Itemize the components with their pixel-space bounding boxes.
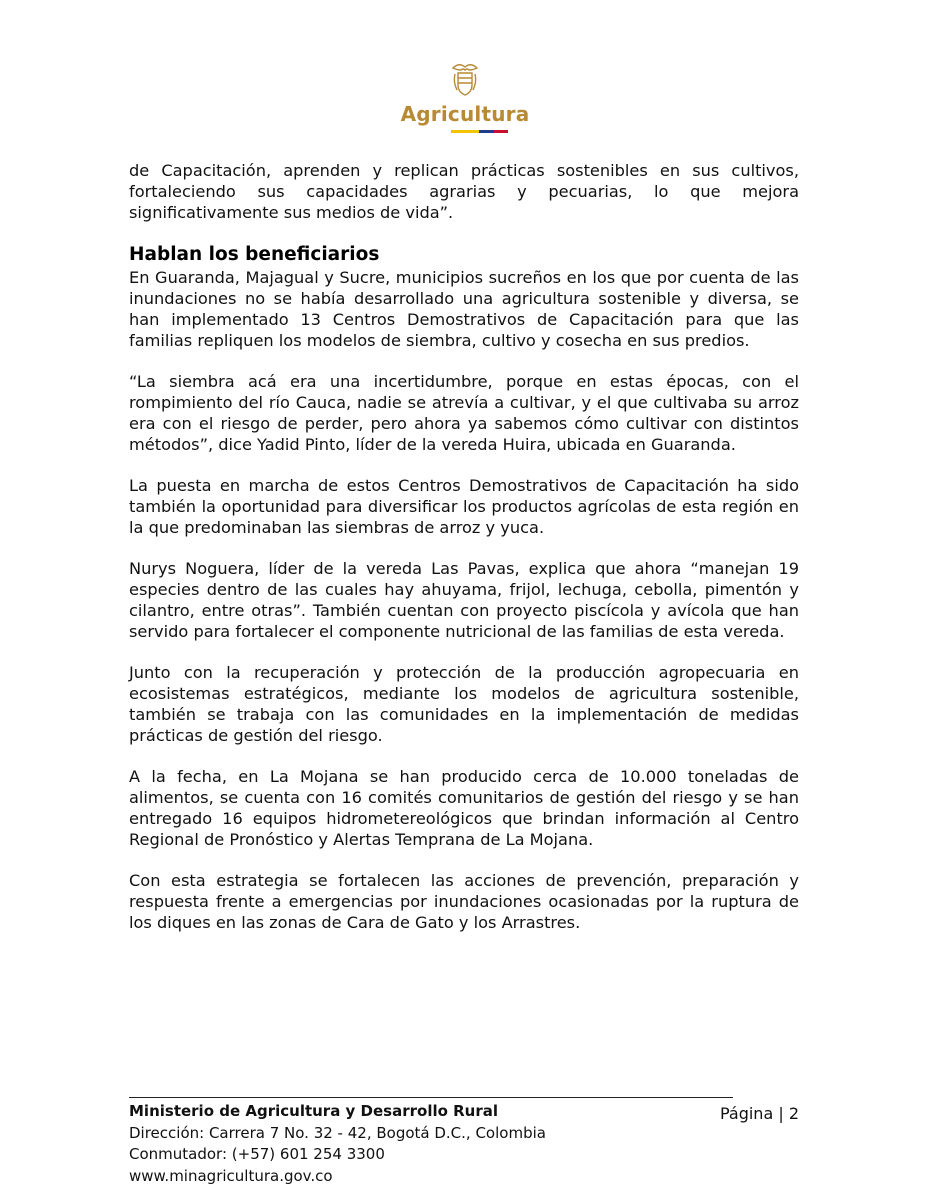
paragraph-intro: de Capacitación, aprenden y replican prácticas sostenibles en sus cultivos, fortaleciendo sus capacidades agrarias y pecuarias, lo que mejora significativamente sus medios de vida”. bbox=[129, 161, 799, 222]
footer bbox=[129, 1101, 799, 1187]
footer-phone: Conmutador: (+57) 601 254 3300 bbox=[129, 1145, 385, 1163]
flag-bar bbox=[451, 130, 508, 133]
page-number: Página | 2 bbox=[719, 1104, 799, 1123]
footer-divider bbox=[129, 1097, 733, 1098]
footer-address: Dirección: Carrera 7 No. 32 - 42, Bogotá D.C., Colombia bbox=[129, 1123, 546, 1142]
coat-of-arms-icon bbox=[445, 60, 485, 100]
paragraph-5: Junto con la recuperación y protección de la producción agropecuaria en ecosistemas estratégicos, mediante los modelos de agricultura sostenible, también se trabaja con las comunidades en la implementación de medidas prácticas de gestión del riesgo. bbox=[129, 663, 799, 745]
paragraph-2: “La siembra acá era una incertidumbre, porque en estas épocas, con el rompimiento del río Cauca, nadie se atrevía a cultivar, y el que cultivaba su arroz era con el riesgo de perder, pero ahora ya sabemos cómo cultivar con distintos métodos”, dice Yadid Pinto, líder de la vereda Huira, ubicada en Guaranda. bbox=[129, 372, 799, 454]
paragraph-1: En Guaranda, Majagual y Sucre, municipios sucreños en los que por cuenta de las inundaciones no se había desarrollado una agricultura sostenible y diversa, se han implementado 13 Centros Demostrativos de Capacitación para que las familias repliquen los modelos de siembra, cultivo y cosecha en sus predios. bbox=[129, 268, 799, 350]
logo-text: Agricultura bbox=[400, 102, 530, 126]
paragraph-7: Con esta estrategia se fortalecen las acciones de prevención, preparación y respuesta frente a emergencias por inundaciones ocasionadas por la ruptura de los diques en las zonas de Cara de Gato y los Arrastres. bbox=[129, 871, 799, 932]
footer-org: Ministerio de Agricultura y Desarrollo Rural bbox=[129, 1102, 499, 1120]
footer-web: www.minagricultura.gov.co bbox=[129, 1166, 333, 1185]
ministry-logo bbox=[400, 60, 530, 140]
paragraph-4: Nurys Noguera, líder de la vereda Las Pavas, explica que ahora “manejan 19 especies dentro de las cuales hay ahuyama, frijol, lechuga, cebolla, pimentón y cilantro, entre otras”. También cuentan con proyecto piscícola y avícola que han servido para fortalecer el componente nutricional de las familias de esta vereda. bbox=[129, 559, 799, 641]
paragraph-6: A la fecha, en La Mojana se han producido cerca de 10.000 toneladas de alimentos, se cuenta con 16 comités comunitarios de gestión del riesgo y se han entregado 16 equipos hidrometereológicos que brindan información al Centro Regional de Pronóstico y Alertas Temprana de La Mojana. bbox=[129, 767, 799, 849]
document-body bbox=[129, 160, 799, 953]
paragraph-3: La puesta en marcha de estos Centros Demostrativos de Capacitación ha sido también la oportunidad para diversificar los productos agrícolas de esta región en la que predominaban las siembras de arroz y yuca. bbox=[129, 476, 799, 537]
section-heading: Hablan los beneficiarios bbox=[129, 244, 380, 265]
